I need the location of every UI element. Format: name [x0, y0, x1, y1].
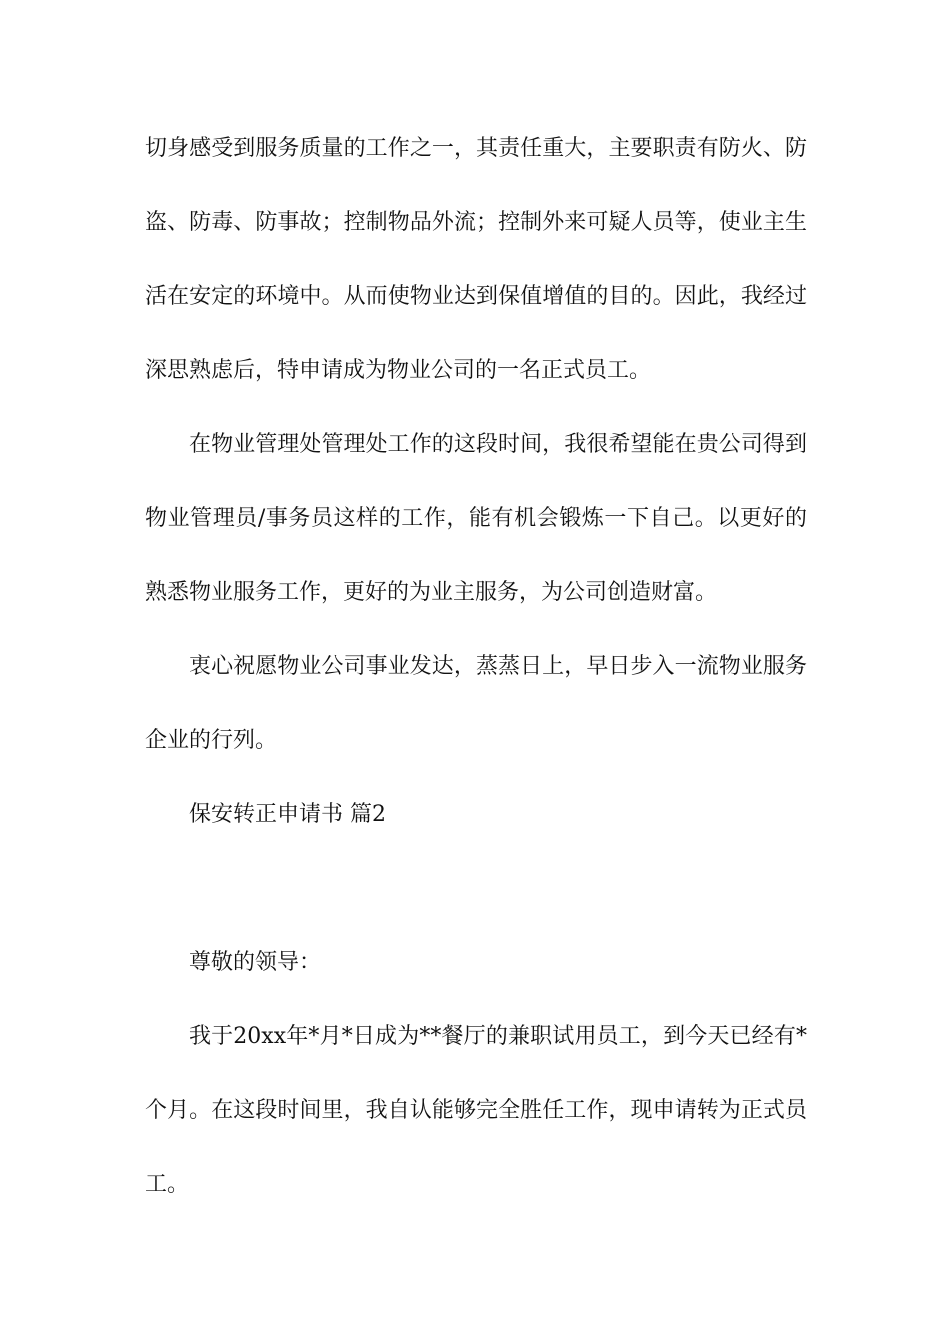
paragraph-application: 我于20xx年*月*日成为**餐厅的兼职试用员工，到今天已经有*个月。在这段时间里，我自认能够完全胜任工作，现申请转为正式员工。: [145, 1024, 807, 1197]
document-body: [145, 112, 807, 1222]
salutation: 尊敬的领导：: [189, 950, 322, 975]
blank-line: [145, 852, 807, 926]
paragraph-work-experience: 在物业管理处管理处工作的这段时间，我很希望能在贵公司得到物业管理员/事务员这样的工作，能有机会锻炼一下自己。以更好的熟悉物业服务工作，更好的为业主服务，为公司创造财富。: [145, 432, 807, 605]
paragraph-wishes: 衷心祝愿物业公司事业发达，蒸蒸日上，早日步入一流物业服务企业的行列。: [145, 654, 807, 753]
paragraph-continuation: 切身感受到服务质量的工作之一，其责任重大，主要职责有防火、防盗、防毒、防事故；控制物品外流；控制外来可疑人员等，使业主生活在安定的环境中。从而使物业达到保值增值的目的。因此，我经过深思熟虑后，特申请成为物业公司的一名正式员工。: [145, 136, 807, 383]
section-title: 保安转正申请书 篇2: [189, 802, 386, 827]
